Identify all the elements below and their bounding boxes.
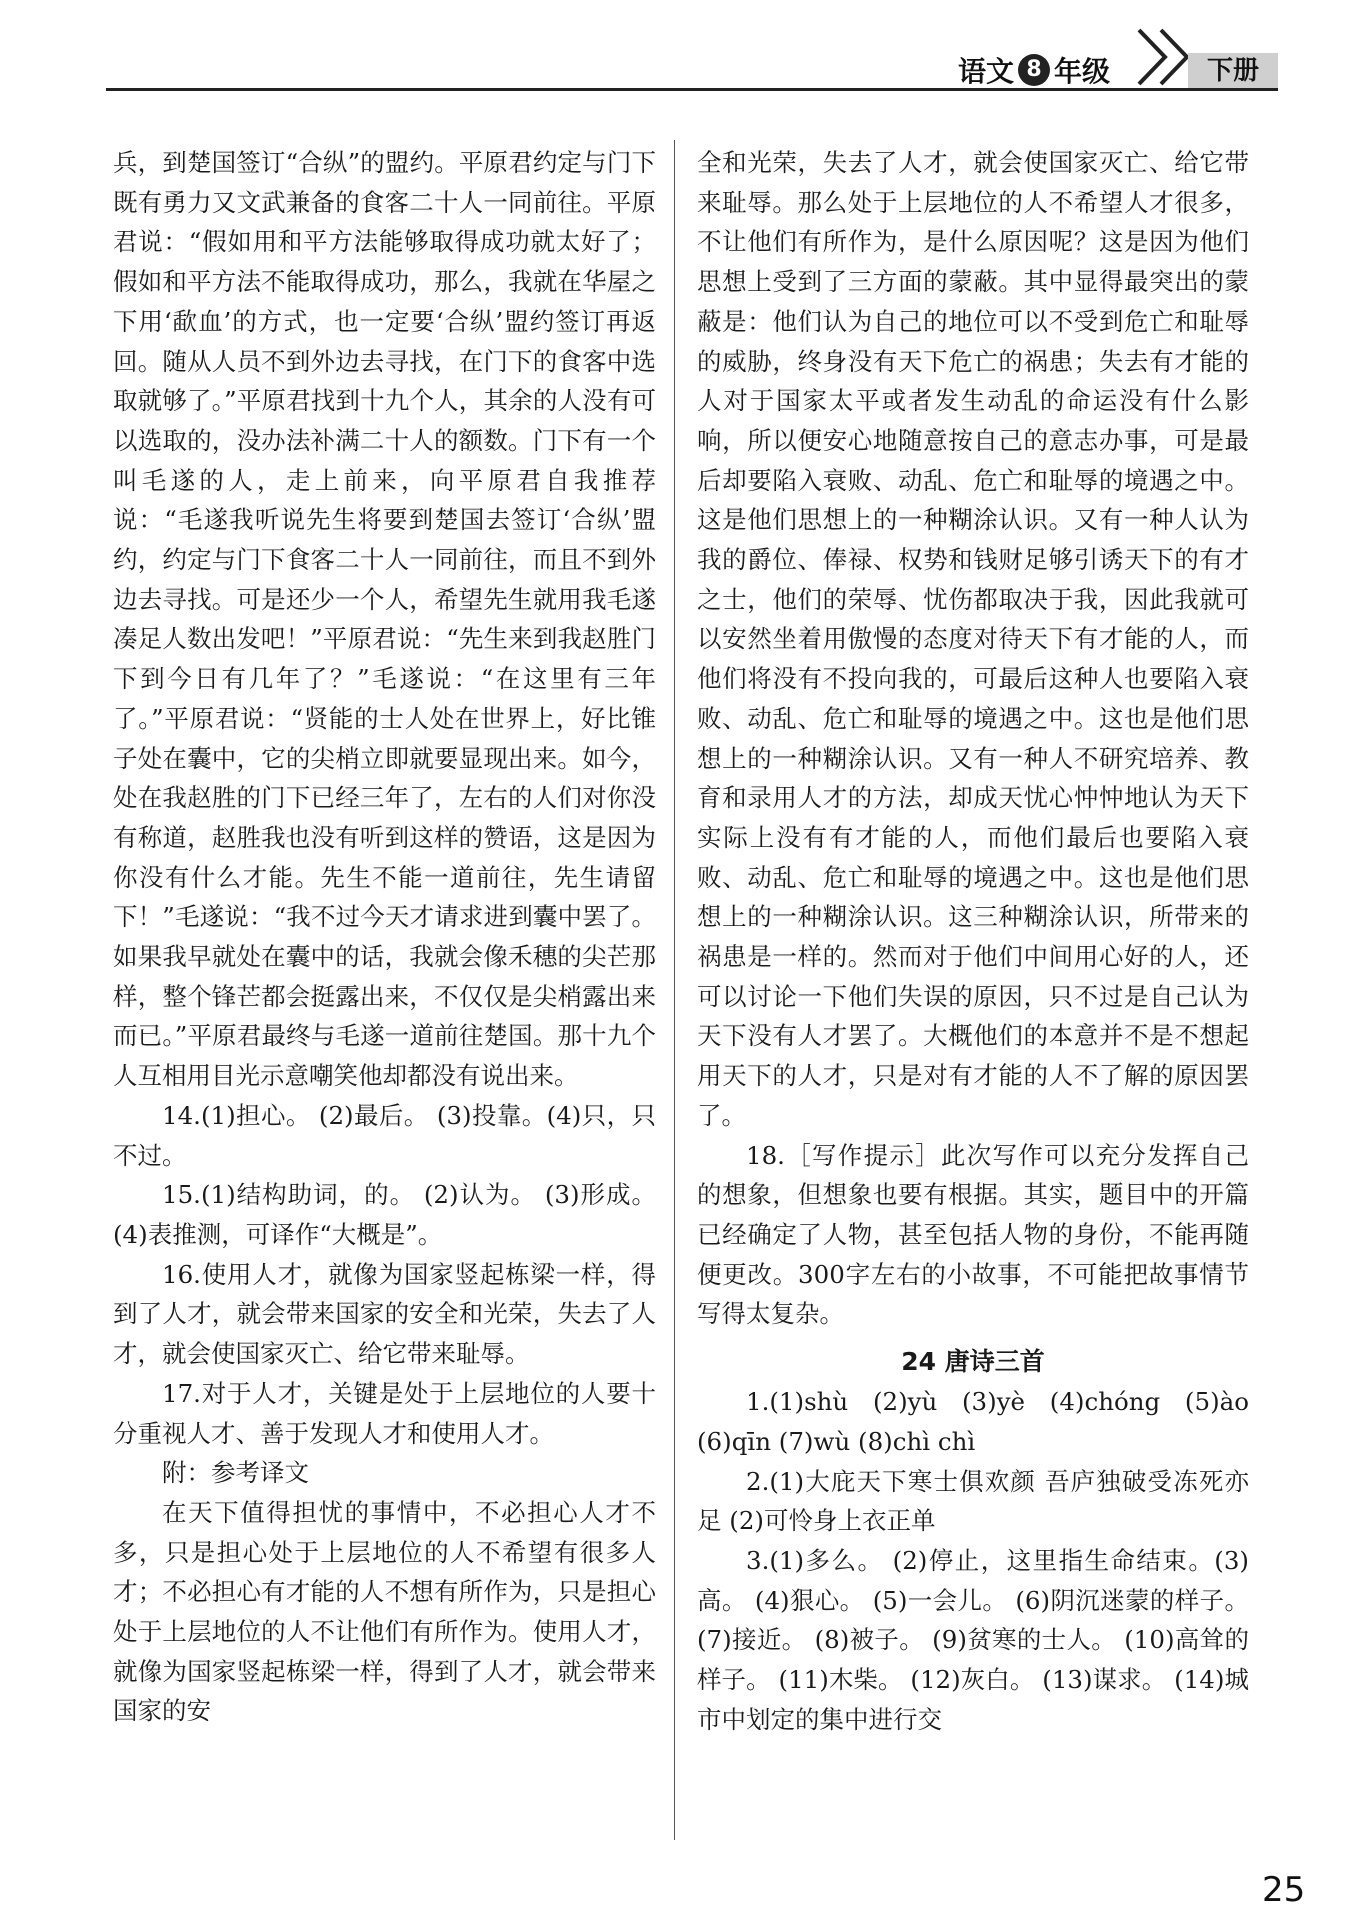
subject-label: 语文 [958, 55, 1015, 88]
header-rule [106, 88, 1278, 91]
grade-suffix: 年级 [1054, 55, 1111, 88]
volume-tab: 下册 [1188, 53, 1278, 89]
appendix-label: 附：参考译文 [162, 1458, 309, 1488]
answer-18: 18.［写作提示］此次写作可以充分发挥自己的想象，但想象也要有根据。其实，题目中的开篇已经确定了人物，甚至包括人物的身份，不能再随便更改。300字左右的小故事，不可能把故事情节写得太复杂。 [697, 1140, 1249, 1329]
translation-continued: 兵，到楚国签订“合纵”的盟约。平原君约定与门下既有勇力又文武兼备的食客二十人一同前往。平原君说：“假如用和平方法能够取得成功就太好了；假如和平方法不能取得成功，那么，我就在华屋之下用‘歃血’的方式，也一定要‘合纵’盟约签订再返回。随从人员不到外边去寻找，在门下的食客中选取就够了。”平原君找到十九个人，其余的人没有可以选取的，没办法补满二十人的额数。门下有一个叫毛遂的人，走上前来，向平原君自我推荐说：“毛遂我听说先生将要到楚国去签订‘合纵’盟约，约定与门下食客二十人一同前往，而且不到外边去寻找。可是还少一个人，希望先生就用我毛遂凑足人数出发吧！”平原君说：“先生来到我赵胜门下到今日有几年了？”毛遂说：“在这里有三年了。”平原君说：“贤能的士人处在世界上，好比锥子处在囊中，它的尖梢立即就要显现出来。如今，处在我赵胜的门下已经三年了，左右的人们对你没有称道，赵胜我也没有听到这样的赞语，这是因为你没有什么才能。先生不能一道前往，先生请留下！”毛遂说：“我不过今天才请求进到囊中罢了。如果我早就处在囊中的话，我就会像禾穗的尖芒那样，整个锋芒都会挺露出来，不仅仅是尖梢露出来而已。”平原君最终与毛遂一道前往楚国。那十九个人互相用目光示意嘲笑他却都没有说出来。 [113, 148, 656, 1091]
translation-end: 全和光荣，失去了人才，就会使国家灭亡、给它带来耻辱。那么处于上层地位的人不希望人才很多，不让他们有所作为，是什么原因呢？这是因为他们思想上受到了三方面的蒙蔽。其中显得最突出的蒙蔽是：他们认为自己的地位可以不受到危亡和耻辱的威胁，终身没有天下危亡的祸患；失去有才能的人对于国家太平或者发生动乱的命运没有什么影响，所以便安心地随意按自己的意志办事，可是最后却要陷入衰败、动乱、危亡和耻辱的境遇之中。这是他们思想上的一种糊涂认识。又有一种人认为我的爵位、俸禄、权势和钱财足够引诱天下的有才之士，他们的荣辱、忧伤都取决于我，因此我就可以安然坐着用傲慢的态度对待天下有才能的人，而他们将没有不投向我的，可最后这种人也要陷入衰败、动乱、危亡和耻辱的境遇之中。这也是他们思想上的一种糊涂认识。又有一种人不研究培养、教育和录用人才的方法，却成天忧心忡忡地认为天下实际上没有有才能的人，而他们最后也要陷入衰败、动乱、危亡和耻辱的境遇之中。这也是他们思想上的一种糊涂认识。这三种糊涂认识，所带来的祸患是一样的。然而对于他们中间用心好的人，还可以讨论一下他们失误的原因，只不过是自己认为天下没有人才罢了。大概他们的本意并不是不想起用天下的人才，只是对有才能的人不了解的原因罢了。 [697, 148, 1249, 1130]
reference-translation: 在天下值得担忧的事情中，不必担心人才不多，只是担心处于上层地位的人不希望有很多人才；不必担心有才能的人不想有所作为，只是担心处于上层地位的人不让他们有所作为。使用人才，就像为国家竖起栋梁一样，得到了人才，就会带来国家的安 [113, 1497, 656, 1726]
column-divider [674, 140, 675, 1840]
page-header [0, 0, 1361, 110]
left-column [113, 143, 656, 1731]
answer-17: 17.对于人才，关键是处于上层地位的人要十分重视人才、善于发现人才和使用人才。 [113, 1378, 656, 1448]
page-number: 25 [1262, 1870, 1306, 1910]
section-answer-3: 3.(1)多么。 (2)停止，这里指生命结束。(3)高。 (4)狠心。 (5)一会儿。 (6)阴沉迷蒙的样子。 (7)接近。 (8)被子。 (9)贫寒的士人。 (10)高耸的样子。 (11)木柴。 (12)灰白。 (13)谋求。 (14)城市中划定的集中进行交 [697, 1545, 1249, 1734]
grade-label [958, 50, 1110, 90]
section-answer-1: 1.(1)shù (2)yù (3)yè (4)chóng (5)ào (6)qīn (7)wù (8)chì chì [697, 1387, 1249, 1456]
answer-15: 15.(1)结构助词，的。 (2)认为。 (3)形成。(4)表推测，可译作“大概是”。 [113, 1180, 656, 1249]
section-answer-2: 2.(1)大庇天下寒士俱欢颜 吾庐独破受冻死亦足 (2)可怜身上衣正单 [697, 1466, 1249, 1536]
answer-14: 14.(1)担心。 (2)最后。 (3)投靠。(4)只，只不过。 [113, 1100, 656, 1170]
section-title: 24 唐诗三首 [901, 1347, 1045, 1377]
answer-16: 16.使用人才，就像为国家竖起栋梁一样，得到了人才，就会带来国家的安全和光荣，失去了人才，就会使国家灭亡、给它带来耻辱。 [113, 1259, 656, 1369]
right-column [697, 143, 1249, 1739]
grade-number-badge: 8 [1018, 54, 1050, 86]
